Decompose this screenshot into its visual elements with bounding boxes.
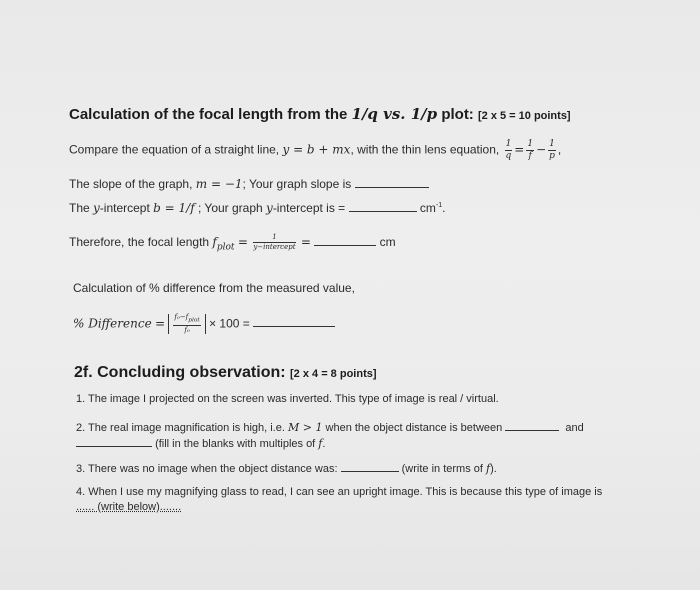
item2-math: M > 1 bbox=[287, 421, 323, 434]
item2-end: . bbox=[322, 438, 326, 450]
compare-equation-line: Compare the equation of a straight line, y = b + mx, with the thin lens equation, $\frac{1}{q}$ = $\frac{1}{f}$ − $\frac{1}{p}$ , bbox=[69, 139, 562, 161]
item2-text-b: when the object distance is between bbox=[322, 422, 503, 434]
intercept-unit: cm bbox=[419, 201, 436, 215]
slope-math: m = −1 bbox=[195, 177, 243, 191]
item3-blank[interactable] bbox=[341, 460, 399, 472]
focal-length-section-title bbox=[69, 105, 571, 123]
concluding-title bbox=[74, 364, 377, 382]
concluding-item-1: 1. The image I projected on the screen was inverted. This type of image is real / virtual. bbox=[76, 393, 499, 405]
therefore-text: Therefore, the focal length bbox=[69, 235, 213, 249]
title-points: [2 x 5 = 10 points] bbox=[477, 110, 571, 122]
focal-blank[interactable] bbox=[314, 234, 376, 246]
difference-label: % Difference bbox=[73, 316, 152, 331]
difference-blank[interactable] bbox=[253, 315, 335, 327]
difference-fraction: $\frac{f_0-f_{plot}}{\text{f₀}}$ bbox=[174, 313, 200, 335]
item3-text-a: 3. There was no image when the object distance was: bbox=[76, 463, 338, 475]
concluding-item-4: 4. When I use my magnifying glass to read, I can see an upright image. This is because this type of image is bbox=[76, 486, 603, 498]
compare-text: Compare the equation of a straight line, bbox=[69, 142, 283, 157]
difference-times: × 100 = bbox=[209, 316, 250, 331]
lens-frac-3: $\frac{1}{p}$ bbox=[549, 139, 555, 161]
lens-frac-2: $\frac{1}{f}$ bbox=[527, 139, 534, 161]
compare-mid-text: , with the thin lens equation, bbox=[350, 142, 503, 157]
focal-unit: cm bbox=[379, 235, 396, 249]
title-text: Calculation of the focal length from the bbox=[69, 106, 352, 123]
intercept-line: The y-intercept b = 1/f ; Your graph y-intercept is = $cm^{-1}$. bbox=[69, 201, 446, 215]
slope-text: The slope of the graph, bbox=[69, 177, 196, 191]
intercept-text-a: The bbox=[69, 201, 94, 215]
concluding-item-4-cont bbox=[76, 501, 181, 513]
intercept-unit-sup: -1 bbox=[435, 202, 443, 209]
intercept-y-2: y bbox=[266, 201, 273, 215]
line-equation: y = b + mx bbox=[282, 142, 351, 157]
concluding-item-2-cont bbox=[76, 435, 325, 450]
intercept-blank[interactable] bbox=[349, 200, 417, 212]
intercept-text-b: -intercept bbox=[99, 201, 154, 215]
title-math: 1/q vs. 1/p bbox=[351, 105, 438, 123]
intercept-math: b = 1/f bbox=[153, 201, 195, 215]
item3-end: ). bbox=[490, 463, 497, 475]
intercept-text-c: ; Your graph bbox=[194, 201, 267, 215]
item2-text-c: (fill in the blanks with multiples of bbox=[155, 438, 319, 450]
concluding-points: [2 x 4 = 8 points] bbox=[290, 368, 377, 380]
slope-line bbox=[69, 176, 429, 191]
intercept-y: y bbox=[93, 201, 100, 215]
focal-length-line: Therefore, the focal length $f_{plot}$ = $\frac{1}{\text{y−intercept}}$ = cm bbox=[69, 233, 396, 253]
f-plot-sub: plot bbox=[216, 242, 235, 253]
item3-text-b: (write in terms of bbox=[401, 463, 486, 475]
item2-blank-1[interactable] bbox=[505, 419, 559, 431]
concluding-item-2 bbox=[76, 419, 584, 434]
concluding-item-3 bbox=[76, 460, 497, 475]
slope-blank[interactable] bbox=[355, 176, 429, 188]
intercept-text-d: -intercept is = bbox=[272, 201, 346, 215]
difference-intro: Calculation of % difference from the measured value, bbox=[73, 281, 355, 295]
title-end: plot: bbox=[437, 106, 478, 123]
item2-f: f bbox=[318, 437, 323, 450]
item2-blank-2[interactable] bbox=[76, 435, 152, 447]
concluding-title-text: 2f. Concluding observation: bbox=[74, 364, 291, 381]
difference-formula: % Difference = $\frac{f_0-f_{plot}}{\text{f₀}}$ × 100 = bbox=[73, 314, 335, 334]
focal-fraction: $\frac{1}{\text{y−intercept}}$ bbox=[253, 233, 296, 252]
item3-f: f bbox=[486, 462, 491, 475]
slope-end-text: ; Your graph slope is bbox=[242, 177, 352, 191]
item4-text-b: ...... (write below)....... bbox=[76, 501, 182, 513]
item2-and: and bbox=[565, 422, 584, 434]
lens-frac-1: $\frac{1}{q}$ bbox=[505, 139, 512, 161]
item2-text-a: 2. The real image magnification is high, i.e. bbox=[76, 422, 288, 434]
difference-abs bbox=[168, 314, 205, 334]
f-plot-symbol: f bbox=[212, 235, 217, 249]
